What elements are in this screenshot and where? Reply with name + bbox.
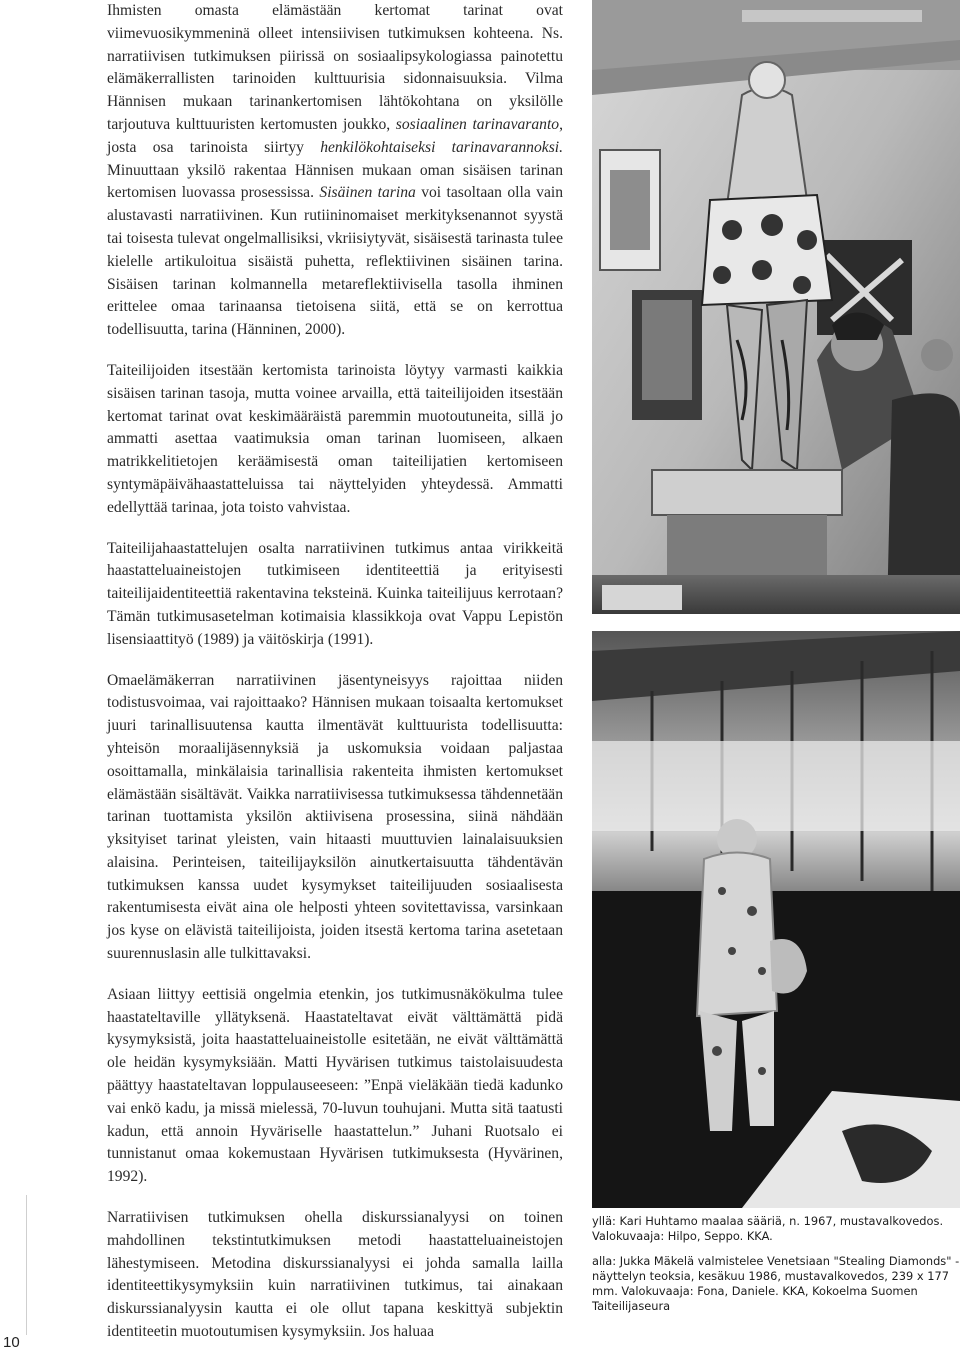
- paragraph-text: Narratiivisen tutkimuksen ohella diskurssianalyysi on toinen mahdollinen tekstintutkimuksen metodi haastatteluaineistojen lähestymiseen. Metodina diskurssianalyysi ei johda samalla lailla identiteettikysymyksiin kuin narratiivinen tutkimus, tai ainakaan diskurssianalyysin kautta ei ole ollut tapana keskittyä subjektin identiteetin muotoutumisen kysymyksiin. Jos haluaa: [107, 1209, 563, 1341]
- body-paragraph: [107, 670, 563, 966]
- paragraph-text: Ihmisten omasta elämästään kertomat tarinat ovat viimevuosikymmeninä olleet intensiivisen tutkimuksen kohteena. Ns. narratiivisen tutkimuksen piirissä on sosiaalipsykologiassa painotettu elämäkerrallisten tarinoiden kulttuurisia sidonnaisuuksia. Vilma Hännisen mukaan tarinankertomisen lähtökohtana on yksilölle tarjoutuva kulttuuristen kertomusten joukko,: [107, 2, 563, 133]
- photo-painting-legs: [592, 0, 960, 614]
- photo-painting-legs-image: [592, 0, 960, 614]
- paragraph-text: Omaelämäkerran narratiivinen jäsentyneisyys rajoittaa niiden todistusvoimaa, vai rajoittaako? Hännisen mukaan toisaalta kertomukset juuri tarinallisuutensa kautta ilmentävät kulttuurista todellisuutta: yhteisön moraalijäsennyksiä ja uskomuksia voidaan paljastaa osoittamalla, minkälaisia tarinallisia rakenteita ihmisten kertomukset elämästään sisältävät. Vaikka narratiivisessa tutkimuksessa tähdennetään tarinan tuottamista yksilön aktiivisena prosessina, siinä nähdään yksityiset tarinat yleisten, vain hitaasti muuttuvien lainalaisuuksien alaisina. Perinteisen, taiteilijayksilön ainutkertaisuutta tähdentävän tutkimuksen kanssa uudet kysymykset taiteilijuuden sosiaalisesta rakentumisesta eivät aina ole helposti yhteen sovitettavissa, varsinkaan jos kyse on elävistä taiteilijoista, joiden itsestä kertoma tarina asetetaan suurennuslasin alle tulkittavaksi.: [107, 671, 563, 963]
- body-paragraph: [107, 984, 563, 1189]
- photo-caption-bottom: alla: Jukka Mäkelä valmistelee Venetsiaan "Stealing Diamonds" -näyttelyn teoksia, kesäkuu 1986, mustavalkovedos, 239 x 177 mm. Valokuvaaja: Fona, Daniele. KKA, Kokoelma Suomen Taiteilijaseura: [592, 1254, 960, 1313]
- paragraph-text: Asiaan liittyy eettisiä ongelmia etenkin, jos tutkimusnäkökulma tulee haastateltaville yllätyksenä. Haastateltavat eivät välttämättä pidä kysymyksistä, joita haastatteluaineistolle esitetään, ne eivät välttämättä ole heidän kysymyksiään. Matti Hyvärisen tutkimus taistolaisuudesta päättyy haastateltavan loppulauseeseen: ”Enpä vieläkään tiedä kadunko vai enkö kadu, ja missä mielessä, 70-luvun touhujani. Mutta sitä taatusti kadun, että annoin Hyväriselle haastattelun.” Juhani Ruotsalo ei tunnistanut omaa kokemustaan Hyvärisen tutkimuksesta (Hyvärinen, 1992).: [107, 985, 563, 1186]
- paragraph-text: voi tasoltaan olla vain alustavasti narratiivinen. Kun rutiininomaiset merkityksenannot syystä tai toisesta tulevat ongelmallisiksi, vkriisiytyvät, sisäisestä tarinasta tulee kielelle artikuloitua sisäistä puhetta, reflektiivinen sisäinen tarina. Sisäisen tarinan kolmannella metareflektiivisella tasolla ihminen erittelee omaa tarinaansa tietoisena siitä, että se on kerrottua todellisuutta, tarina (Hänninen, 2000).: [107, 184, 563, 339]
- photo-caption-top: yllä: Kari Huhtamo maalaa sääriä, n. 1967, mustavalkovedos. Valokuvaaja: Hilpo, Seppo. KKA.: [592, 1214, 944, 1243]
- photo-stealing-diamonds-image: [592, 631, 960, 1208]
- body-paragraph: [107, 1207, 563, 1344]
- paragraph-text: Minuuttaan yksilö rakentaa Hännisen mukaan oman sisäisen tarinan kertomisen luovassa prosessissa.: [107, 161, 563, 202]
- emphasized-term: Sisäinen tarina: [319, 184, 416, 202]
- body-paragraph: [107, 360, 563, 520]
- body-text-column: [107, 0, 563, 1362]
- body-paragraph: [107, 0, 563, 342]
- page-number: 10: [3, 1334, 20, 1351]
- margin-rule: [26, 1195, 27, 1335]
- photo-stealing-diamonds: [592, 631, 960, 1208]
- emphasized-term: sosiaalinen tarinavaranto: [395, 115, 560, 133]
- body-paragraph: [107, 538, 563, 652]
- paragraph-text: Taiteilijoiden itsestään kertomista tarinoista löytyy varmasti kaikkia sisäisen tarinan tasoja, mutta voinee arvailla, että taiteilijoiden itsestään kertomat tarinat ovat keskimääräistä paremmin muotoutuneita, sillä jo ammatti asettaa vaatimuksia oman tarinan luomiseen, alkaen matrikkelitietojen keräämisestä oman taiteilijatien kertomiseen syntymäpäivähaastatteluissa tai näyttelyiden yhteydessä. Ammatti edellyttää tarinaa, jota toisto vahvistaa.: [107, 361, 563, 516]
- paragraph-text: Taiteilijahaastattelujen osalta narratiivinen tutkimus antaa virikkeitä haastatteluaineistojen tutkimiseen identiteettiä ja erityisesti taiteilijaidentiteettiä rakentavina teksteinä. Kuinka taiteilijuus kerrotaan? Tämän tutkimusasetelman kotimaisia klassikkoja ovat Vappu Lepistön lisensiaattityö (1989) ja väitöskirja (1991).: [107, 539, 563, 648]
- paragraph-text: , josta osa tarinoista siirtyy: [107, 115, 563, 156]
- emphasized-term: henkilökohtaiseksi tarinavarannoksi.: [320, 138, 563, 156]
